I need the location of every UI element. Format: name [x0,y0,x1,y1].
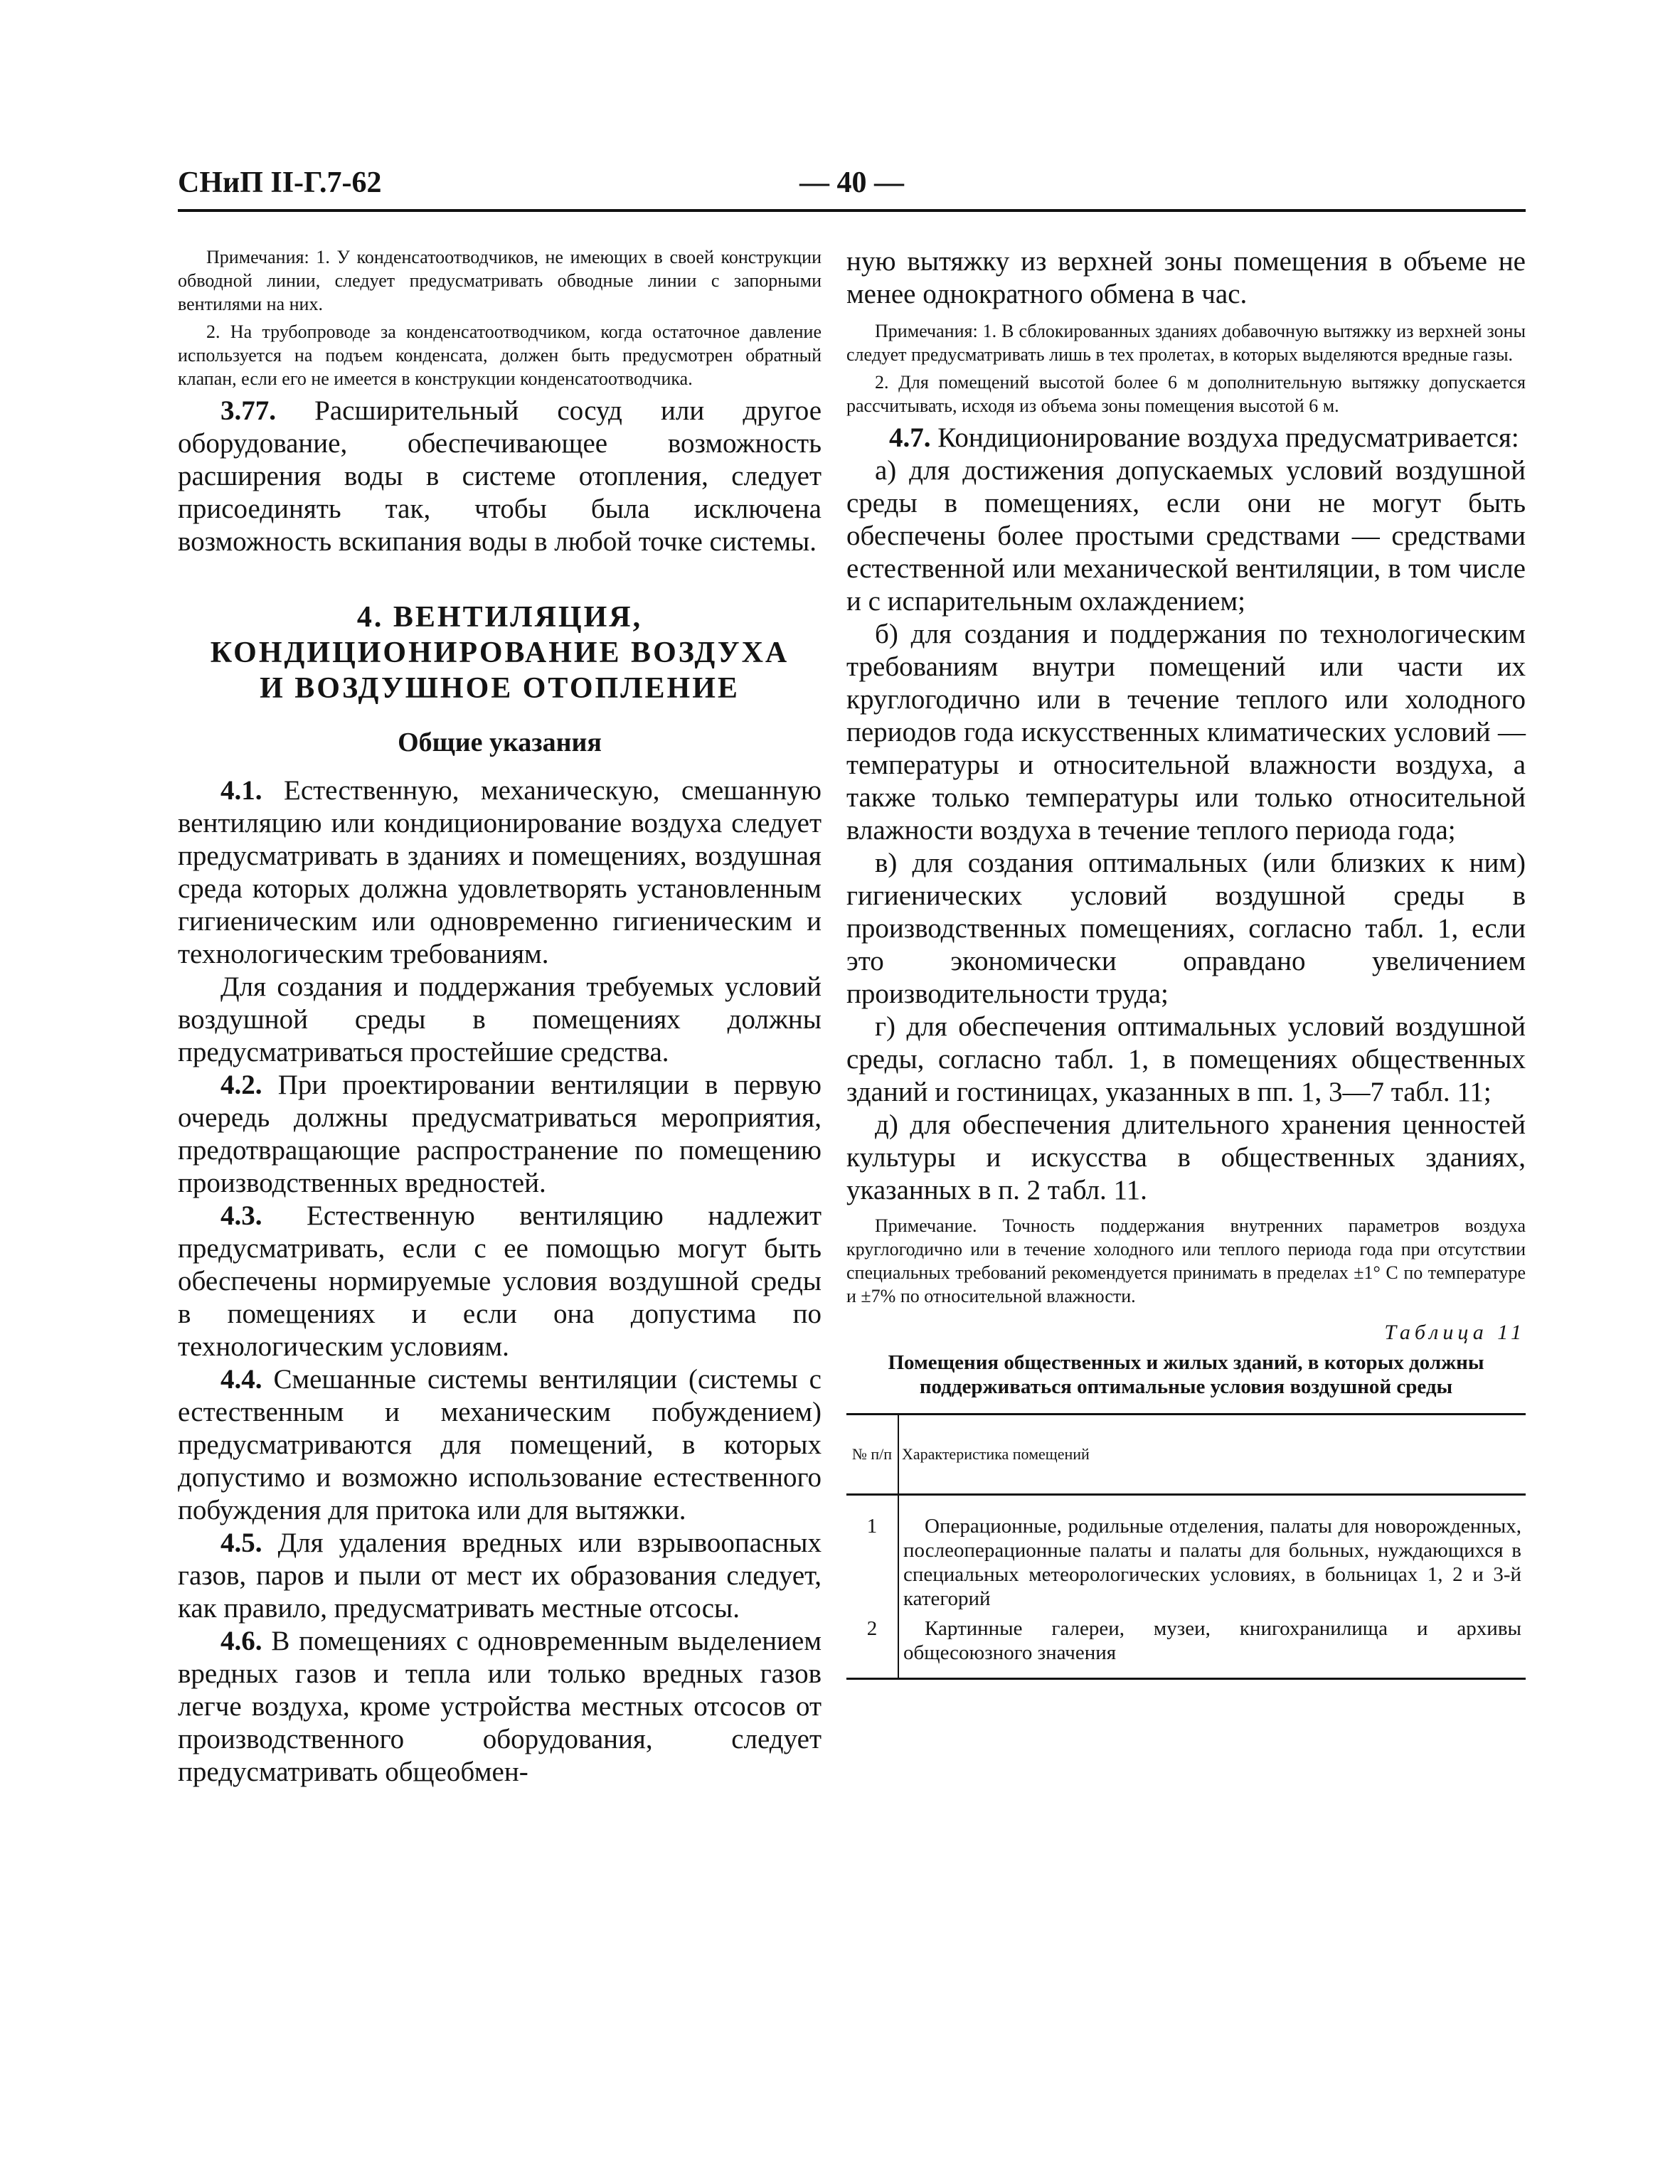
table-header-row [846,1415,1526,1495]
section-title [178,600,822,706]
note-room-height: 2. Для помещений высотой более 6 м дополнительную вытяжку допускается рассчитывать, исходя из объема зоны помещения высотой 6 м. [846,372,1526,416]
paragraph-text: Расширительный сосуд или другое оборудование, обеспечивающее возможность расширения воды в системе отопления, следует присоединять так, чтобы была исключена возможность вскипания воды в любой точке системы. [178,395,822,557]
table-row [846,1495,1526,1614]
list-item-d: д) для обеспечения длительного хранения ценностей культуры и искусства в общественных зданиях, указанных в п. 2 табл. 11. [846,1109,1526,1205]
section-title-line-2: КОНДИЦИОНИРОВАНИЕ ВОЗДУХА [210,636,790,669]
subsection-title: Общие указания [398,728,602,757]
row-number: 1 [846,1495,898,1614]
paragraph-text: Смешанные системы вентиляции (системы с естественным и механическим побуждением) предусматриваются для помещений, в которых допустимо и возможно использование естественного побуждения для притока или для вытяжки. [178,1364,822,1525]
left-column [178,245,822,1789]
list-item-v: в) для создания оптимальных (или близких к ним) гигиенических условий воздушной среды в производственных помещениях, согласно табл. 1, если это экономически оправдано увеличением производительности труда; [846,848,1526,1009]
paragraph-4-1-continued: Для создания и поддержания требуемых условий воздушной среды в помещениях должны предусматриваться простейшие средства. [178,971,822,1067]
note-precision: Примечание. Точность поддержания внутренних параметров воздуха круглогодично или в течение холодного или теплого периода года при отсутствии специальных требований рекомендуется принимать в пределах ±1° С по температуре и ±7% по относительной влажности. [846,1215,1526,1306]
paragraph-text: Естественную, механическую, смешанную вентиляцию или кондиционирование воздуха следует предусматривать в зданиях и помещениях, воздушная среда которых должна удовлетворять установленным гигиеническим или одновременно гигиеническим и технологическим требованиям. [178,775,822,969]
paragraph-number: 4.7. [889,422,931,453]
list-item-a: а) для достижения допускаемых условий воздушной среды в помещениях, если они не могут быть обеспечены более простыми средствами — средствами естественной или механической вентиляции, в том числе и с испарительным охлаждением; [846,455,1526,617]
paragraph-4-6 [178,1625,822,1789]
paragraph-number: 4.3. [220,1200,262,1231]
paragraph-4-4 [178,1363,822,1527]
table-row [846,1614,1526,1679]
document-code: СНиП II-Г.7-62 [178,166,382,199]
list-item-b: б) для создания и поддержания по технологическим требованиям внутри помещений или части их круглогодично или в течение теплого или холодного периодов года искусственных климатических условий — температуры и относительной влажности воздуха, а также только температуры или только относительной влажности воздуха в течение теплого периода года; [846,619,1526,846]
paragraph-number: 4.4. [220,1364,262,1395]
header-rule [178,209,1526,212]
right-column [846,245,1526,1680]
section-title-line-3: И ВОЗДУШНОЕ ОТОПЛЕНИЕ [260,672,740,705]
paragraph-text: Кондиционирование воздуха предусматривается: [930,422,1519,453]
note-check-valve: 2. На трубопроводе за конденсатоотводчиком, когда остаточное давление используется на подъем конденсата, должен быть предусмотрен обратный клапан, если его не имеется в конструкции конденсатоотводчика. [178,321,822,389]
note-condensate-bypass: Примечания: 1. У конденсатоотводчиков, не имеющих в своей конструкции обводной линии, следует предусматривать обводные линии с запорными вентилями на них. [178,247,822,314]
page-header [178,166,1526,210]
note-additional-exhaust: Примечания: 1. В сблокированных зданиях добавочную вытяжку из верхней зоны следует предусматривать лишь в тех пролетах, в которых выделяются вредные газы. [846,321,1526,365]
section-title-line-1: 4. ВЕНТИЛЯЦИЯ, [356,601,643,634]
paragraph-4-1 [178,774,822,971]
paragraph-4-7 [846,422,1526,454]
table-title: Помещения общественных и жилых зданий, в которых должны поддерживаться оптимальные условия воздушной среды [888,1351,1484,1398]
list-item-g: г) для обеспечения оптимальных условий воздушной среды, согласно табл. 1, в помещениях общественных зданий и гостиницах, указанных в пп. 1, 3—7 табл. 11; [846,1011,1526,1107]
table-11 [846,1413,1526,1680]
paragraph-4-3 [178,1200,822,1363]
column-header-number: № п/п [846,1415,898,1495]
paragraph-text: Естественную вентиляцию надлежит предусматривать, если с ее помощью могут быть обеспечены нормируемые условия воздушной среды в помещениях и если она допустима по технологическим условиям. [178,1200,822,1362]
paragraph-text: Для удаления вредных или взрывоопасных газов, паров и пыли от мест их образования следует, как правило, предусматривать местные отсосы. [178,1528,822,1624]
paragraph-number: 4.2. [220,1070,262,1100]
row-description: Операционные, родильные отделения, палаты для новорожденных, послеоперационные палаты и палаты для больных, нуждающихся в специальных метеорологических условиях, в больницах 1, 2 и 3-й категорий [903,1515,1521,1610]
paragraph-number: 4.5. [220,1528,262,1558]
row-description: Картинные галереи, музеи, книгохранилища и архивы общесоюзного значения [898,1614,1526,1679]
paragraph-3-77 [178,395,822,558]
table-label: Таблица 11 [1384,1321,1526,1344]
paragraph-number: 4.6. [220,1626,262,1656]
page-number: — 40 — [799,166,904,199]
column-header-description: Характеристика помещений [898,1415,1526,1495]
paragraph-4-5 [178,1527,822,1625]
row-number: 2 [846,1614,898,1679]
paragraph-text: При проектировании вентиляции в первую очередь должны предусматриваться мероприятия, предотвращающие распространение по помещению производственных вредностей. [178,1070,822,1198]
paragraph-number: 4.1. [220,775,262,806]
paragraph-text: В помещениях с одновременным выделением вредных газов и тепла или только вредных газов легче воздуха, кроме устройства местных отсосов от производственного оборудования, следует предусматривать общеобмен- [178,1626,822,1787]
paragraph-4-6-continued: ную вытяжку из верхней зоны помещения в объеме не менее однократного обмена в час. [846,246,1526,309]
paragraph-4-2 [178,1069,822,1200]
paragraph-number: 3.77. [220,395,276,426]
